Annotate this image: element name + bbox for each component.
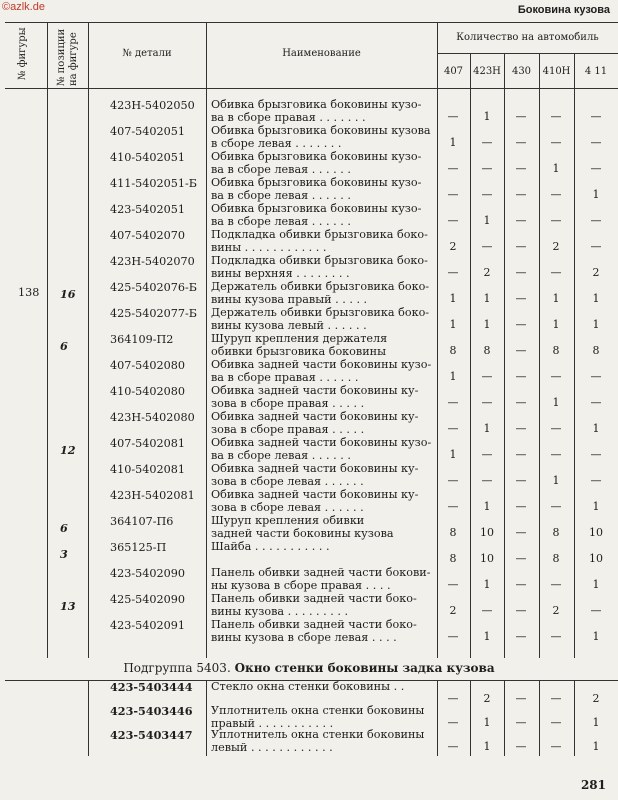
part-name: [211, 619, 417, 644]
header-model-4: 410Н: [542, 66, 571, 77]
part-name: [211, 729, 424, 754]
quantity-cell: —: [590, 110, 602, 123]
part-name-line2: зова в сборе правая . . . . .: [211, 396, 365, 410]
quantity-cell: 2: [552, 240, 560, 253]
part-name-line2: вины кузова в сборе левая . . . .: [211, 630, 397, 644]
header-part: № детали: [122, 48, 172, 59]
part-name-line2: ва в сборе левая . . . . . .: [211, 188, 351, 202]
quantity-cell: 1: [449, 448, 457, 461]
quantity-cell: 1: [483, 716, 491, 729]
col-rule-m1: [470, 53, 471, 658]
part-name-line1: Обивка задней части боковины ку-: [211, 410, 419, 423]
quantity-cell: —: [515, 266, 527, 279]
quantity-cell: —: [515, 318, 527, 331]
sub-col-rule-m2: [504, 680, 505, 756]
part-name-line2: задней части боковины кузова: [211, 526, 394, 540]
part-name-line2: обивки брызговика боковины: [211, 344, 387, 358]
quantity-cell: —: [590, 396, 602, 409]
quantity-cell: 1: [592, 422, 600, 435]
quantity-cell: 1: [592, 716, 600, 729]
part-name: [211, 705, 424, 730]
quantity-cell: —: [447, 716, 459, 729]
quantity-cell: —: [481, 396, 493, 409]
part-number: 423-5402051: [110, 203, 185, 216]
quantity-cell: —: [515, 740, 527, 753]
part-name-line2: вины . . . . . . . . . . . .: [211, 240, 327, 254]
header-position: № позиции на фигуре: [56, 28, 79, 86]
quantity-cell: 2: [483, 266, 491, 279]
quantity-cell: —: [515, 162, 527, 175]
part-number: 423-5402091: [110, 619, 185, 632]
quantity-cell: —: [515, 188, 527, 201]
part-number: 410-5402051: [110, 151, 185, 164]
quantity-cell: —: [515, 578, 527, 591]
quantity-cell: 8: [483, 344, 491, 357]
quantity-cell: 1: [483, 292, 491, 305]
quantity-cell: 1: [592, 500, 600, 513]
part-number: 364109-П2: [110, 333, 174, 346]
quantity-cell: —: [550, 110, 562, 123]
quantity-cell: 8: [552, 344, 560, 357]
part-name-line2: зова в сборе левая . . . . . .: [211, 474, 364, 488]
quantity-cell: —: [481, 604, 493, 617]
header-model-2: 423Н: [473, 66, 501, 77]
part-name: [211, 385, 418, 410]
quantity-cell: —: [447, 474, 459, 487]
quantity-cell: —: [447, 162, 459, 175]
part-name-line1: Панель обивки задней части боко-: [211, 592, 417, 605]
quantity-cell: 10: [589, 526, 603, 539]
quantity-cell: 10: [480, 552, 494, 565]
part-name-line2: ва в сборе левая . . . . . .: [211, 162, 351, 176]
header-model-3: 430: [511, 66, 532, 77]
part-name-line2: ва в сборе левая . . . . . .: [211, 214, 351, 228]
part-name-line2: ва в сборе правая . . . . . .: [211, 370, 359, 384]
quantity-cell: 1: [592, 292, 600, 305]
position-number: 3: [60, 547, 68, 561]
quantity-cell: 1: [592, 740, 600, 753]
quantity-cell: 1: [483, 318, 491, 331]
header-bottom-rule: [5, 88, 618, 89]
quantity-cell: —: [550, 422, 562, 435]
part-name-line1: Подкладка обивки брызговика боко-: [211, 228, 428, 241]
part-name-line1: Обивка задней части боковины ку-: [211, 488, 419, 501]
part-name-line1: Шуруп крепления обивки: [211, 514, 365, 527]
part-name: [211, 681, 404, 694]
subgroup-title: Окно стенки боковины задка кузова: [234, 661, 495, 675]
quantity-cell: 1: [483, 578, 491, 591]
part-name-line1: Уплотнитель окна стенки боковины: [211, 728, 425, 741]
header-model-5: 4 11: [584, 66, 608, 77]
quantity-cell: —: [447, 110, 459, 123]
quantity-cell: 1: [449, 136, 457, 149]
quantity-cell: —: [550, 716, 562, 729]
quantity-cell: 8: [552, 552, 560, 565]
quantity-cell: 1: [592, 630, 600, 643]
quantity-cell: —: [550, 740, 562, 753]
quantity-cell: 1: [552, 292, 560, 305]
part-name: [211, 541, 330, 554]
part-number: 423Н-5402050: [110, 99, 195, 112]
part-name-line1: Панель обивки задней части боко-: [211, 618, 417, 631]
quantity-cell: —: [515, 692, 527, 705]
sub-col-rule-m3: [539, 680, 540, 756]
part-name: [211, 567, 431, 592]
part-name-line2: вины верхняя . . . . . . . .: [211, 266, 350, 280]
quantity-cell: —: [515, 500, 527, 513]
quantity-cell: —: [447, 630, 459, 643]
quantity-cell: —: [481, 188, 493, 201]
sub-col-rule-name: [437, 680, 438, 756]
quantity-cell: 10: [589, 552, 603, 565]
header-figure: № фигуры: [17, 27, 28, 80]
part-name: [211, 281, 429, 306]
part-name-line2: зова в сборе правая . . . . .: [211, 422, 365, 436]
quantity-cell: 1: [592, 188, 600, 201]
part-number: 425-5402090: [110, 593, 185, 606]
quantity-cell: —: [550, 630, 562, 643]
part-name-line1: Уплотнитель окна стенки боковины: [211, 704, 425, 717]
part-name: [211, 333, 387, 358]
quantity-cell: —: [550, 214, 562, 227]
quantity-cell: —: [481, 136, 493, 149]
quantity-cell: —: [515, 448, 527, 461]
quantity-cell: —: [447, 740, 459, 753]
part-number: 423Н-5402070: [110, 255, 195, 268]
quantity-cell: 1: [483, 740, 491, 753]
quantity-cell: —: [550, 448, 562, 461]
quantity-cell: 8: [449, 344, 457, 357]
top-rule: [5, 22, 618, 23]
part-name-line2: вины кузова . . . . . . . . .: [211, 604, 349, 618]
part-number: 410-5402080: [110, 385, 185, 398]
quantity-cell: 10: [480, 526, 494, 539]
quantity-cell: —: [481, 370, 493, 383]
quantity-cell: 1: [552, 162, 560, 175]
quantity-cell: 2: [592, 266, 600, 279]
quantity-cell: —: [515, 344, 527, 357]
part-name-line1: Подкладка обивки брызговика боко-: [211, 254, 428, 267]
part-name: [211, 99, 421, 124]
position-number: 16: [60, 287, 76, 301]
part-number: 423-5403444: [110, 680, 193, 694]
part-name-line2: зова в сборе левая . . . . . .: [211, 500, 364, 514]
quantity-cell: —: [447, 266, 459, 279]
quantity-cell: —: [590, 240, 602, 253]
position-number: 13: [60, 599, 76, 613]
part-name-line1: Шуруп крепления держателя: [211, 332, 388, 345]
quantity-cell: —: [550, 578, 562, 591]
quantity-cell: 1: [449, 318, 457, 331]
part-number: 407-5402081: [110, 437, 185, 450]
quantity-cell: —: [515, 240, 527, 253]
sub-col-rule-m4: [574, 680, 575, 756]
part-number: 425-5402077-Б: [110, 307, 197, 320]
header-name: Наименование: [282, 48, 361, 59]
running-head: Боковина кузова: [517, 4, 610, 16]
part-name-line1: Стекло окна стенки боковины . .: [211, 680, 405, 693]
quantity-cell: —: [515, 630, 527, 643]
col-rule-m3: [539, 53, 540, 658]
part-name-line1: Обивка задней части боковины ку-: [211, 384, 419, 397]
subgroup-heading: [0, 661, 618, 675]
quantity-cell: —: [515, 292, 527, 305]
quantity-cell: 2: [449, 240, 457, 253]
sub-col-rule-m1: [470, 680, 471, 756]
quantity-cell: —: [550, 188, 562, 201]
quantity-cell: —: [515, 136, 527, 149]
part-number: 411-5402051-Б: [110, 177, 197, 190]
quantity-cell: 1: [592, 578, 600, 591]
part-name: [211, 203, 421, 228]
quantity-cell: 2: [552, 604, 560, 617]
quantity-cell: —: [550, 500, 562, 513]
part-name: [211, 151, 421, 176]
part-number: 364107-П6: [110, 515, 174, 528]
header-qty: Количество на автомобиль: [456, 32, 599, 43]
part-name-line1: Шайба . . . . . . . . . . .: [211, 540, 330, 553]
quantity-cell: —: [590, 136, 602, 149]
part-name-line1: Обивка брызговика боковины кузо-: [211, 98, 422, 111]
part-number: 423-5403446: [110, 704, 193, 718]
sub-col-rule-position: [88, 680, 89, 756]
quantity-cell: 2: [592, 692, 600, 705]
quantity-cell: —: [447, 692, 459, 705]
quantity-cell: —: [515, 604, 527, 617]
part-name: [211, 255, 428, 280]
part-name-line2: правый . . . . . . . . . . .: [211, 716, 334, 730]
part-number: 407-5402070: [110, 229, 185, 242]
quantity-cell: —: [590, 214, 602, 227]
page-number: 281: [580, 778, 606, 792]
quantity-cell: 1: [483, 630, 491, 643]
quantity-cell: 1: [449, 292, 457, 305]
quantity-cell: —: [550, 266, 562, 279]
part-name-line2: левый . . . . . . . . . . . .: [211, 740, 333, 754]
part-name-line2: в сборе левая . . . . . . .: [211, 136, 342, 150]
quantity-cell: —: [447, 422, 459, 435]
quantity-cell: —: [481, 448, 493, 461]
part-name: [211, 359, 431, 384]
part-number: 407-5402051: [110, 125, 185, 138]
quantity-cell: 1: [483, 214, 491, 227]
part-name: [211, 463, 418, 488]
part-name-line1: Обивка брызговика боковины кузо-: [211, 176, 422, 189]
quantity-cell: —: [590, 370, 602, 383]
quantity-cell: 1: [483, 500, 491, 513]
col-rule-m2: [504, 53, 505, 658]
watermark: ©azlk.de: [2, 1, 45, 13]
quantity-cell: 1: [483, 422, 491, 435]
part-name: [211, 437, 431, 462]
quantity-cell: 8: [592, 344, 600, 357]
part-name-line1: Панель обивки задней части бокови-: [211, 566, 431, 579]
figure-number: 138: [18, 286, 40, 299]
quantity-cell: —: [515, 214, 527, 227]
position-number: 12: [60, 443, 76, 457]
part-name: [211, 593, 417, 618]
part-name-line2: ва в сборе правая . . . . . . .: [211, 110, 366, 124]
quantity-cell: —: [515, 552, 527, 565]
part-name-line1: Обивка задней части боковины ку-: [211, 462, 419, 475]
quantity-cell: —: [515, 526, 527, 539]
part-name-line1: Держатель обивки брызговика боко-: [211, 280, 430, 293]
part-number: 423-5402090: [110, 567, 185, 580]
quantity-cell: —: [515, 422, 527, 435]
col-rule-m4: [574, 53, 575, 658]
quantity-cell: —: [447, 396, 459, 409]
part-name: [211, 411, 418, 436]
quantity-cell: 8: [449, 552, 457, 565]
part-name: [211, 177, 421, 202]
part-name-line1: Обивка брызговика боковины кузо-: [211, 150, 422, 163]
quantity-cell: —: [550, 370, 562, 383]
quantity-cell: —: [447, 188, 459, 201]
part-name: [211, 489, 418, 514]
quantity-cell: —: [590, 474, 602, 487]
part-number: 407-5402080: [110, 359, 185, 372]
part-number: 425-5402076-Б: [110, 281, 197, 294]
part-number: 423Н-5402080: [110, 411, 195, 424]
quantity-cell: —: [590, 604, 602, 617]
quantity-cell: 1: [552, 396, 560, 409]
part-name-line2: вины кузова правый . . . . .: [211, 292, 368, 306]
quantity-cell: —: [481, 240, 493, 253]
qty-header-rule: [437, 53, 618, 54]
part-number: 365125-П: [110, 541, 167, 554]
quantity-cell: —: [515, 716, 527, 729]
quantity-cell: 2: [483, 692, 491, 705]
header-model-1: 407: [443, 66, 464, 77]
part-name-line2: ны кузова в сборе правая . . . .: [211, 578, 391, 592]
quantity-cell: 1: [592, 318, 600, 331]
quantity-cell: 1: [552, 474, 560, 487]
subgroup-prefix: Подгруппа 5403.: [123, 661, 231, 675]
col-rule-name: [437, 22, 438, 658]
part-name-line2: ва в сборе левая . . . . . .: [211, 448, 351, 462]
quantity-cell: —: [515, 370, 527, 383]
col-rule-figure: [47, 22, 48, 658]
part-number: 410-5402081: [110, 463, 185, 476]
quantity-cell: —: [590, 162, 602, 175]
part-name-line1: Обивка брызговика боковины кузо-: [211, 202, 422, 215]
quantity-cell: 1: [483, 110, 491, 123]
part-name-line1: Держатель обивки брызговика боко-: [211, 306, 430, 319]
quantity-cell: —: [515, 474, 527, 487]
quantity-cell: —: [447, 214, 459, 227]
quantity-cell: —: [481, 474, 493, 487]
quantity-cell: —: [590, 448, 602, 461]
quantity-cell: 1: [449, 370, 457, 383]
part-name: [211, 515, 394, 540]
position-number: 6: [60, 521, 68, 535]
quantity-cell: —: [515, 110, 527, 123]
part-name-line1: Обивка задней части боковины кузо-: [211, 358, 432, 371]
quantity-cell: —: [550, 136, 562, 149]
part-number: 423Н-5402081: [110, 489, 195, 502]
quantity-cell: —: [481, 162, 493, 175]
sub-col-rule-part: [206, 680, 207, 756]
part-name: [211, 125, 431, 150]
col-rule-part: [206, 22, 207, 658]
part-name-line1: Обивка брызговика боковины кузова: [211, 124, 431, 137]
quantity-cell: 8: [552, 526, 560, 539]
position-number: 6: [60, 339, 68, 353]
part-name-line1: Обивка задней части боковины кузо-: [211, 436, 432, 449]
part-name-line2: вины кузова левый . . . . . .: [211, 318, 367, 332]
col-rule-position: [88, 22, 89, 658]
quantity-cell: —: [550, 692, 562, 705]
quantity-cell: 8: [449, 526, 457, 539]
quantity-cell: 1: [552, 318, 560, 331]
quantity-cell: —: [447, 578, 459, 591]
part-name: [211, 307, 429, 332]
quantity-cell: 2: [449, 604, 457, 617]
quantity-cell: —: [515, 396, 527, 409]
part-name: [211, 229, 428, 254]
part-number: 423-5403447: [110, 728, 193, 742]
quantity-cell: —: [447, 500, 459, 513]
